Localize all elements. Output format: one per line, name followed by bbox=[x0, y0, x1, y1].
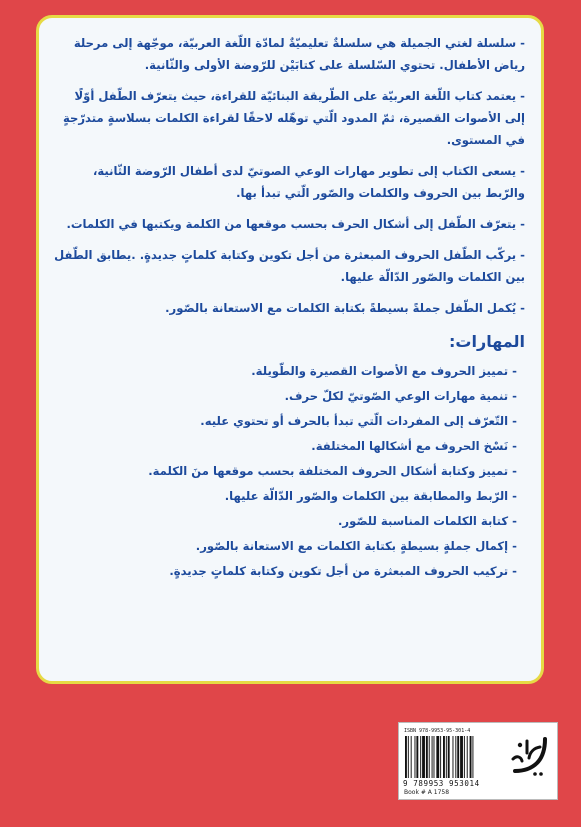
content-panel bbox=[36, 15, 544, 684]
barcode-bar bbox=[416, 736, 418, 778]
description-paragraph-6: - يُكمل الطّفل جملةً بسيطةً بكتابة الكلمات مع الاستعانة بالصّور. bbox=[165, 301, 525, 315]
barcode-box bbox=[398, 722, 558, 800]
description-paragraph-5: - يركّب الطّفل الحروف المبعثرة من أجل تكوين وكتابة كلماتٍ جديدةٍ. .يطابق الطّفل بين الكلمات والصّور الدّالّة عليها. bbox=[54, 248, 525, 284]
description-paragraph-4: - يتعرّف الطّفل إلى أشكال الحرف بحسب موقعها من الكلمة ويكتبها في الكلمات. bbox=[66, 217, 525, 231]
skills-list bbox=[53, 361, 525, 581]
barcode-icon bbox=[404, 736, 502, 778]
barcode-bar bbox=[472, 736, 473, 778]
skill-item: - نَسْخ الحروف مع أشكالها المختلفة. bbox=[311, 439, 517, 453]
barcode-bar bbox=[436, 736, 439, 778]
barcode-bar bbox=[443, 736, 445, 778]
skill-item: - كتابة الكلمات المناسبة للصّور. bbox=[338, 514, 517, 528]
barcode-bar bbox=[415, 736, 416, 778]
barcode-bar bbox=[440, 736, 441, 778]
barcode-bar bbox=[408, 736, 409, 778]
barcode-bar bbox=[448, 736, 450, 778]
skill-item: - الرّبط والمطابقة بين الكلمات والصّور الدّالّة عليها. bbox=[224, 489, 517, 503]
barcode-bar bbox=[411, 736, 412, 778]
ean-digits: 9 789953 953014 bbox=[403, 779, 480, 788]
barcode-bar bbox=[460, 736, 463, 778]
barcode-bar bbox=[429, 736, 430, 778]
barcode-bar bbox=[422, 736, 425, 778]
skill-item: - تركيب الحروف المبعثرة من أجل تكوين وكتابة كلماتٍ جديدةٍ. bbox=[169, 564, 517, 578]
description-paragraph-1: - سلسلة لغتي الجميلة هي سلسلةٌ تعليميّةٌ لمادّة اللّغة العربيّة، موجّهة إلى مرحلة رياض الأطفال. تحتوي السّلسلة على كتابَيْن للرّوضة الأولى والثّانية. bbox=[73, 36, 525, 72]
content-text bbox=[53, 32, 525, 586]
barcode-bar bbox=[426, 736, 428, 778]
description-paragraph-3: - يسعى الكتاب إلى تطوير مهارات الوعي الصوتيّ لدى أطفال الرّوضة الثّانية، والرّبط بين الحروف والكلمات والصّور الّتي تبدأ بها. bbox=[92, 164, 525, 200]
barcode-bar bbox=[405, 736, 407, 778]
skill-item: - التّعرّف إلى المفردات الّتي تبدأ بالحرف أو تحتوي عليه. bbox=[200, 414, 517, 428]
book-number: Book # A 1758 bbox=[404, 789, 450, 796]
barcode-bar bbox=[432, 736, 433, 778]
publisher-logo-icon bbox=[507, 733, 553, 779]
skills-heading: المهارات: bbox=[449, 332, 525, 351]
barcode-bar bbox=[420, 736, 421, 778]
barcode-bar bbox=[467, 736, 468, 778]
barcode-bar bbox=[453, 736, 454, 778]
isbn-line: ISBN 978-9953-95-301-4 bbox=[404, 728, 471, 734]
barcode-bar bbox=[457, 736, 459, 778]
skill-item: - تمييز الحروف مع الأصوات القصيرة والطّويلة. bbox=[251, 364, 517, 378]
skill-item: - إكمال جملةٍ بسيطةٍ بكتابة الكلمات مع الاستعانة بالصّور. bbox=[195, 539, 517, 553]
barcode-bar bbox=[464, 736, 465, 778]
barcode-bar bbox=[446, 736, 447, 778]
barcode-bar bbox=[455, 736, 456, 778]
description-paragraph-2: - يعتمد كتاب اللّغة العربيّة على الطّريقة البنائيّة للقراءة، حيث يتعرّف الطّفل أوّلًا إلى الأصوات القصيرة، ثمّ المدود الّتي توهّله لاحقًا لقراءة الكلمات بسلاسةٍ متدرّجةٍ في المستوى. bbox=[62, 89, 525, 147]
barcode-bar bbox=[434, 736, 435, 778]
barcode-bar bbox=[470, 736, 472, 778]
skill-item: - تمييز وكتابة أشكال الحروف المختلفة بحسب موقعها منَ الكلمة. bbox=[148, 464, 517, 478]
skill-item: - تنمية مهارات الوعي الصّوتيّ لكلّ حرف. bbox=[284, 389, 517, 403]
